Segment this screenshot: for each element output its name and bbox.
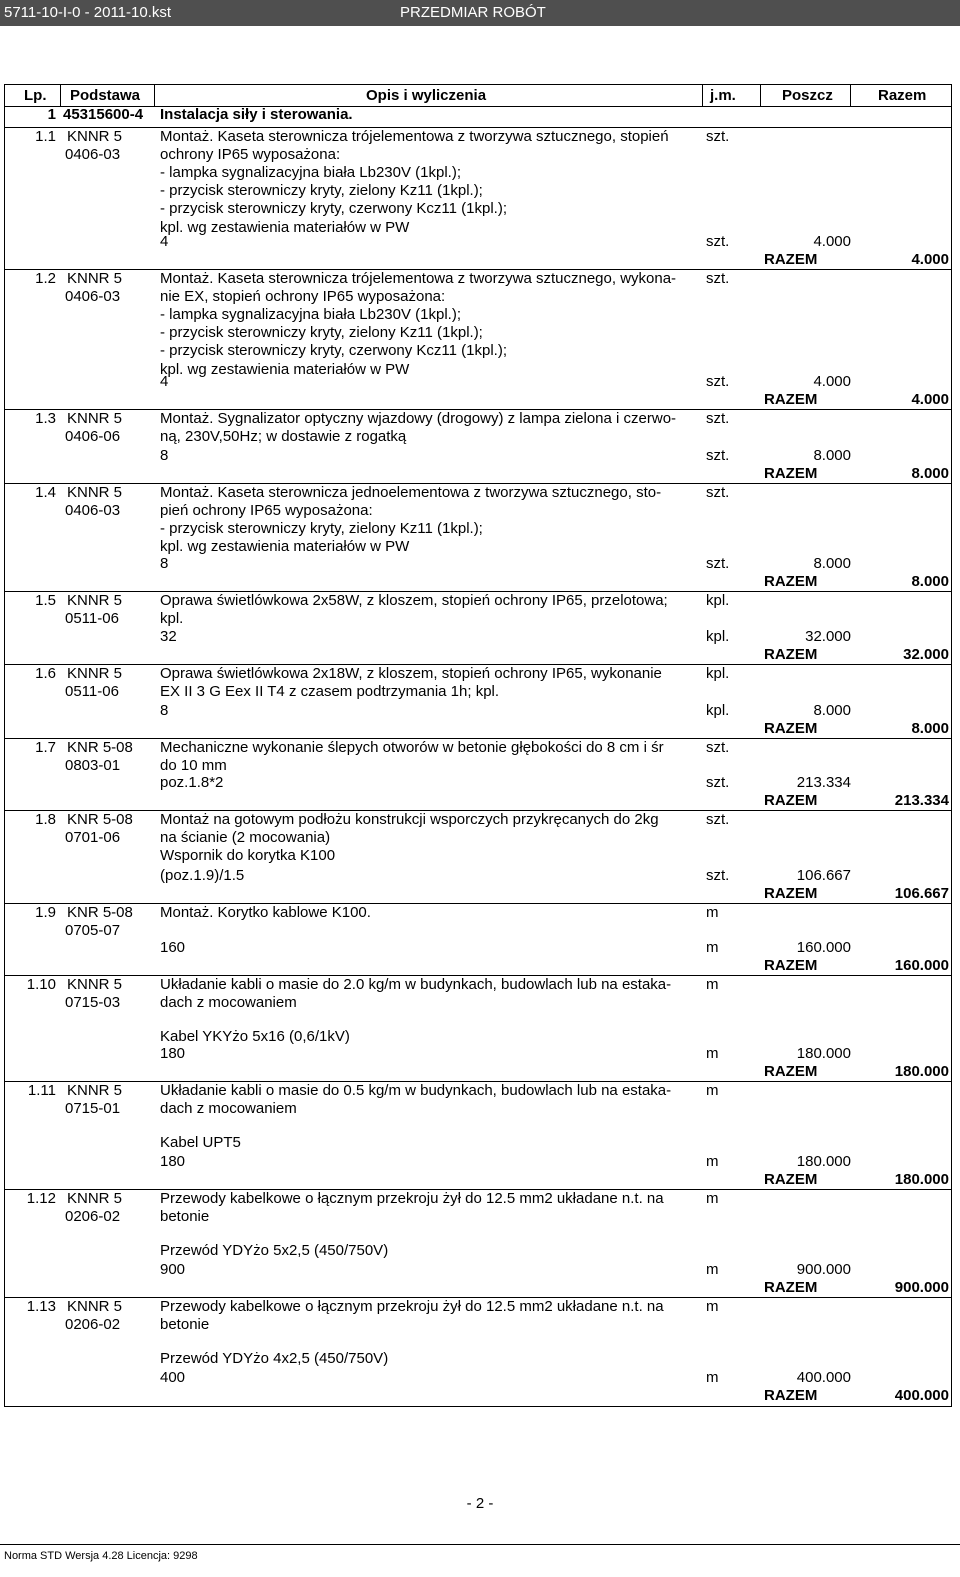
item-basis-code: KNR 5-08	[67, 739, 133, 756]
section-number: 1	[47, 106, 56, 123]
item-total-value: 106.667	[894, 884, 949, 902]
item-description-line: kpl. wg zestawienia materiałów w PW	[160, 360, 410, 378]
item-calculation: (poz.1.9)/1.5	[160, 866, 245, 884]
column-header-jm: j.m.	[710, 87, 736, 104]
item-description-line: - przycisk sterowniczy kryty, zielony Kz11 (1kpl.);	[160, 324, 483, 342]
item-calc-unit: szt.	[706, 232, 730, 250]
item-calculation: 8	[160, 446, 169, 464]
item-total-label: RAZEM	[764, 645, 818, 663]
item-unit: kpl.	[706, 592, 730, 609]
item-unit: m	[706, 1190, 719, 1207]
item-description-line: Układanie kabli o masie do 0.5 kg/m w budynkach, budowlach lub na estaka-	[160, 1082, 672, 1099]
item-description-line: - przycisk sterowniczy kryty, zielony Kz11 (1kpl.);	[160, 520, 483, 538]
item-basis-number: 0406-03	[65, 502, 121, 520]
item-total-value: 160.000	[894, 956, 949, 974]
item-unit: m	[706, 976, 719, 993]
item-lp: 1.5	[35, 592, 56, 609]
item-basis-number: 0406-03	[65, 146, 121, 164]
table-outer-border	[951, 84, 952, 1406]
footer-divider	[0, 1544, 960, 1545]
item-basis-number: 0406-03	[65, 288, 121, 306]
item-basis-number: 0511-06	[65, 610, 119, 628]
item-note: Kabel YKYżo 5x16 (0,6/1kV)	[160, 1028, 350, 1046]
item-total-label: RAZEM	[764, 250, 818, 268]
item-poszcz-value: 900.000	[796, 1260, 851, 1278]
item-calc-unit: szt.	[706, 554, 730, 572]
item-calc-unit: szt.	[706, 773, 730, 791]
item-description-line: - przycisk sterowniczy kryty, czerwony Kcz11 (1kpl.);	[160, 200, 508, 218]
column-border	[850, 84, 851, 106]
item-lp: 1.10	[26, 976, 56, 993]
item-total-value: 8.000	[911, 719, 949, 737]
item-description-line: dach z mocowaniem	[160, 994, 297, 1012]
item-total-label: RAZEM	[764, 464, 818, 482]
item-description-line: nie EX, stopień ochrony IP65 wyposażona:	[160, 288, 446, 306]
item-calculation: 8	[160, 701, 169, 719]
item-description-line: betonie	[160, 1208, 210, 1226]
column-header-razem: Razem	[878, 87, 927, 104]
section-title: Instalacja siły i sterowania.	[160, 106, 353, 123]
bill-of-quantities-table	[4, 84, 952, 1406]
item-unit: szt.	[706, 484, 730, 501]
item-total-value: 4.000	[911, 250, 949, 268]
item-unit: szt.	[706, 410, 730, 427]
page-number: - 2 -	[466, 1495, 494, 1512]
item-basis-number: 0715-01	[65, 1100, 121, 1118]
column-header-podstawa: Podstawa	[70, 87, 141, 104]
item-description-line: do 10 mm	[160, 757, 227, 775]
item-poszcz-value: 106.667	[796, 866, 851, 884]
column-header-poszcz: Poszcz	[782, 87, 833, 104]
item-total-label: RAZEM	[764, 1278, 818, 1296]
footer-license: Norma STD Wersja 4.28 Licencja: 9298	[4, 1550, 198, 1562]
item-total-value: 8.000	[911, 572, 949, 590]
item-lp: 1.7	[35, 739, 56, 756]
item-total-value: 8.000	[911, 464, 949, 482]
item-lp: 1.8	[35, 811, 56, 828]
item-description-line: Montaż na gotowym podłożu konstrukcji wsporczych przykręcanych do 2kg	[160, 811, 659, 828]
document-title: PRZEDMIAR ROBÓT	[400, 4, 546, 21]
item-description-line: - przycisk sterowniczy kryty, zielony Kz11 (1kpl.);	[160, 182, 483, 200]
item-basis-number: 0803-01	[65, 757, 121, 775]
item-unit: szt.	[706, 128, 730, 145]
item-description-line: Montaż. Kaseta sterownicza trójelementowa z tworzywa sztucznego, wykona-	[160, 270, 677, 287]
item-calculation: 900	[160, 1260, 186, 1278]
item-lp: 1.6	[35, 665, 56, 682]
item-basis-number: 0206-02	[65, 1208, 121, 1226]
item-calc-unit: m	[706, 1044, 719, 1062]
item-unit: szt.	[706, 739, 730, 756]
header-bottom-border	[4, 106, 952, 107]
item-total-label: RAZEM	[764, 791, 818, 809]
item-calc-unit: m	[706, 1152, 719, 1170]
item-description-line: Układanie kabli o masie do 2.0 kg/m w budynkach, budowlach lub na estaka-	[160, 976, 672, 993]
item-unit: m	[706, 1298, 719, 1315]
item-description-line: Mechaniczne wykonanie ślepych otworów w betonie głębokości do 8 cm i śr	[160, 739, 664, 756]
item-description-line: kpl. wg zestawienia materiałów w PW	[160, 218, 410, 236]
item-basis-number: 0705-07	[65, 922, 121, 940]
item-lp: 1.9	[35, 904, 56, 921]
item-poszcz-value: 213.334	[796, 773, 851, 791]
item-note: Kabel UPT5	[160, 1134, 241, 1152]
item-unit: m	[706, 904, 719, 921]
column-border	[702, 84, 703, 106]
item-description-line: Montaż. Kaseta sterownicza trójelementowa z tworzywa sztucznego, stopień	[160, 128, 669, 145]
top-bar	[0, 0, 960, 26]
item-lp: 1.4	[35, 484, 56, 501]
item-total-value: 180.000	[894, 1062, 949, 1080]
item-poszcz-value: 400.000	[796, 1368, 851, 1386]
file-name: 5711-10-I-0 - 2011-10.kst	[4, 4, 172, 21]
item-unit: m	[706, 1082, 719, 1099]
item-basis-number: 0206-02	[65, 1316, 121, 1334]
item-description-line: dach z mocowaniem	[160, 1100, 297, 1118]
item-poszcz-value: 180.000	[796, 1044, 851, 1062]
item-total-value: 900.000	[894, 1278, 949, 1296]
item-calculation: 180	[160, 1044, 186, 1062]
item-calculation: 180	[160, 1152, 186, 1170]
item-total-label: RAZEM	[764, 572, 818, 590]
item-poszcz-value: 8.000	[813, 446, 851, 464]
item-total-label: RAZEM	[764, 1170, 818, 1188]
item-description-line: - przycisk sterowniczy kryty, czerwony Kcz11 (1kpl.);	[160, 342, 508, 360]
item-total-value: 32.000	[903, 645, 949, 663]
item-basis-number: 0511-06	[65, 683, 119, 701]
item-basis-code: KNNR 5	[67, 1082, 123, 1099]
item-description-line: ochrony IP65 wyposażona:	[160, 146, 341, 164]
item-description-line: Oprawa świetlówkowa 2x58W, z kloszem, stopień ochrony IP65, przelotowa;	[160, 592, 668, 609]
item-calc-unit: m	[706, 938, 719, 956]
item-description-line: na ścianie (2 mocowania)	[160, 829, 331, 847]
item-description-line: Przewody kabelkowe o łącznym przekroju żył do 12.5 mm2 układane n.t. na	[160, 1298, 664, 1315]
item-description-line: kpl.	[160, 610, 184, 628]
column-header-opis: Opis i wyliczenia	[366, 87, 487, 104]
item-basis-code: KNNR 5	[67, 976, 123, 993]
table-outer-border	[4, 84, 5, 1406]
item-total-label: RAZEM	[764, 390, 818, 408]
row-divider	[4, 903, 952, 904]
item-basis-code: KNNR 5	[67, 592, 123, 609]
item-total-value: 213.334	[894, 791, 949, 809]
item-poszcz-value: 8.000	[813, 701, 851, 719]
item-basis-code: KNNR 5	[67, 665, 123, 682]
item-poszcz-value: 32.000	[805, 627, 851, 645]
item-basis-number: 0701-06	[65, 829, 121, 847]
item-poszcz-value: 4.000	[813, 232, 851, 250]
item-description-line: ną, 230V,50Hz; w dostawie z rogatką	[160, 428, 407, 446]
item-calculation: 400	[160, 1368, 186, 1386]
item-poszcz-value: 8.000	[813, 554, 851, 572]
item-description-line: EX II 3 G Eex II T4 z czasem podtrzymania 1h; kpl.	[160, 683, 500, 701]
section-code: 45315600-4	[63, 106, 144, 123]
item-description-line: Wspornik do korytka K100	[160, 847, 336, 865]
item-calculation: 4	[160, 372, 169, 390]
item-basis-code: KNNR 5	[67, 128, 123, 145]
item-total-label: RAZEM	[764, 884, 818, 902]
item-total-value: 180.000	[894, 1170, 949, 1188]
item-lp: 1.2	[35, 270, 56, 287]
item-lp: 1.13	[26, 1298, 56, 1315]
column-border	[60, 84, 61, 106]
item-calc-unit: szt.	[706, 446, 730, 464]
item-unit: szt.	[706, 811, 730, 828]
item-description-line: kpl. wg zestawienia materiałów w PW	[160, 538, 410, 556]
item-lp: 1.3	[35, 410, 56, 427]
item-total-label: RAZEM	[764, 719, 818, 737]
item-calc-unit: szt.	[706, 866, 730, 884]
item-lp: 1.12	[26, 1190, 56, 1207]
item-calc-unit: m	[706, 1260, 719, 1278]
table-bottom-border	[4, 1406, 952, 1407]
item-description-line: Montaż. Korytko kablowe K100.	[160, 904, 371, 921]
table-top-border	[4, 84, 952, 85]
item-basis-code: KNNR 5	[67, 1190, 123, 1207]
item-calc-unit: kpl.	[706, 701, 730, 719]
item-basis-number: 0406-06	[65, 428, 121, 446]
item-total-value: 400.000	[894, 1386, 949, 1404]
item-description-line: Przewody kabelkowe o łącznym przekroju żył do 12.5 mm2 układane n.t. na	[160, 1190, 664, 1207]
item-calculation: poz.1.8*2	[160, 773, 224, 791]
item-basis-code: KNNR 5	[67, 1298, 123, 1315]
item-basis-code: KNNR 5	[67, 484, 123, 501]
item-poszcz-value: 4.000	[813, 372, 851, 390]
item-total-label: RAZEM	[764, 1062, 818, 1080]
item-poszcz-value: 160.000	[796, 938, 851, 956]
item-unit: szt.	[706, 270, 730, 287]
item-lp: 1.1	[35, 128, 56, 145]
column-border	[154, 84, 155, 106]
item-basis-code: KNNR 5	[67, 410, 123, 427]
item-description-line: Oprawa świetlówkowa 2x18W, z kloszem, stopień ochrony IP65, wykonanie	[160, 665, 662, 682]
item-calc-unit: szt.	[706, 372, 730, 390]
item-basis-code: KNR 5-08	[67, 904, 133, 921]
item-basis-code: KNR 5-08	[67, 811, 133, 828]
item-description-line: - lampka sygnalizacyjna biała Lb230V (1kpl.);	[160, 164, 461, 182]
item-basis-number: 0715-03	[65, 994, 121, 1012]
item-description-line: Montaż. Sygnalizator optyczny wjazdowy (drogowy) z lampa zielona i czerwo-	[160, 410, 677, 427]
item-description-line: betonie	[160, 1316, 210, 1334]
column-header-lp: Lp.	[24, 87, 47, 104]
item-calculation: 32	[160, 627, 177, 645]
item-calculation: 160	[160, 938, 186, 956]
item-poszcz-value: 180.000	[796, 1152, 851, 1170]
item-calc-unit: m	[706, 1368, 719, 1386]
item-calculation: 4	[160, 232, 169, 250]
item-total-label: RAZEM	[764, 1386, 818, 1404]
item-description-line: Montaż. Kaseta sterownicza jednoelementowa z tworzywa sztucznego, sto-	[160, 484, 662, 501]
item-unit: kpl.	[706, 665, 730, 682]
item-calculation: 8	[160, 554, 169, 572]
item-note: Przewód YDYżo 4x2,5 (450/750V)	[160, 1350, 389, 1368]
item-description-line: - lampka sygnalizacyjna biała Lb230V (1kpl.);	[160, 306, 461, 324]
item-basis-code: KNNR 5	[67, 270, 123, 287]
item-lp: 1.11	[27, 1082, 56, 1099]
item-calc-unit: kpl.	[706, 627, 730, 645]
item-total-label: RAZEM	[764, 956, 818, 974]
item-description-line: pień ochrony IP65 wyposażona:	[160, 502, 373, 520]
column-border	[760, 84, 761, 106]
item-note: Przewód YDYżo 5x2,5 (450/750V)	[160, 1242, 389, 1260]
item-total-value: 4.000	[911, 390, 949, 408]
